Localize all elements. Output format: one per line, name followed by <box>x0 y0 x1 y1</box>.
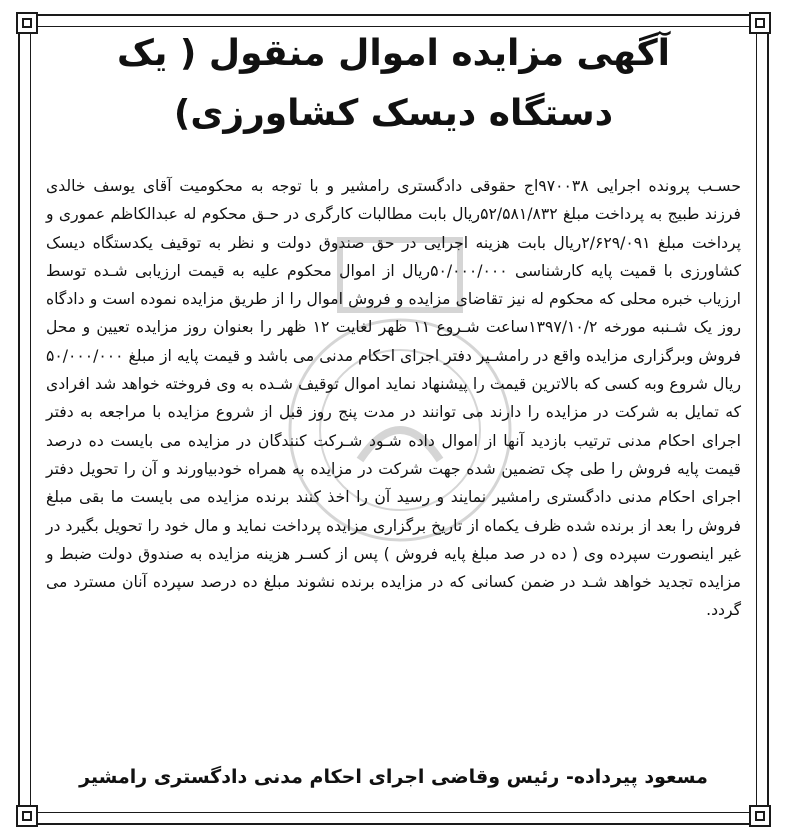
notice-signature: مسعود پیرداده- رئیس وقاضی اجرای احکام مدنی دادگستری رامشیر <box>79 766 708 788</box>
corner-ornament-bottom-right <box>743 799 777 833</box>
notice-body: حسـب پرونده اجرایی ۹۷۰۰۳۸اج حقوقی دادگستری رامشیر و با توجه به محکومیت آقای یوسف خالدی فرزند طبیج به پرداخت مبلغ ۵۲/۵۸۱/۸۳۲ریال بابت مطالبات کارگری در حـق محکوم له عبدالکاظم عموری و پرداخت مبلغ ۲/۶۲۹/۰۹۱ریال بابت هزینه اجرایی در حق صندوق دولت و نظر به توقیف یکدستگاه دیسک کشاورزی با قمیت پایه کارشناسی ۵۰/۰۰۰/۰۰۰ریال از اموال محکوم علیه به قیمت ارزیابی شـده توسط ارزیاب خبره محلی که محکوم له نیز تقاضای مزایده و فروش اموال را از طریق مزایده نموده است و دادگاه روز یک شـنبه مورخه ۱۳۹۷/۱۰/۲ساعت شـروع ۱۱ ظهر لغایت ۱۲ ظهر را بعنوان روز مزایده تعیین و محل فروش وبرگزاری مزایده واقع در رامشـیر دفتر اجرای احکام مدنی می باشد و قیمت پایه از مبلغ ۵۰/۰۰۰/۰۰۰ ریال شروع وبه کسی که بالاترین قیمت را پیشنهاد نماید اموال توقیف شـده به وی فروخته خواهد شد افرادی که تمایل به شرکت در مزایده را دارند می توانند در مدت پنج روز قبل از شروع مزایده با مراجعه به دفتر اجرای احکام مدنی ترتیب بازدید آنها از اموال داده شـود شـرکت کنندگان در مزایده می بایست ده درصد قیمت پایه فروش را طی چک تضمین شده جهت شرکت در مزایده به همراه خودبیاورند و آن را تحویل دفتر اجرای احکام مدنی دادگستری رامشیر نمایند و رسید آن را اخذ کنند برنده مزایده می بایست ما بقی مبلغ فروش را بعد از برنده شده ظرف یکماه از تاریخ برگزاری مزایده پرداخت نماید و مال خود را تحویل بگیرد در غیر اینصورت سپرده وی ( ده در صد مبلغ پایه فروش ) پس از کسـر هزینه مزایده به صندوق دولت ضبط و مزایده تجدید خواهد شـد در ضمن کسانی که در مزایده برنده نشوند مبلغ ده درصد سپرده آنان مسترد می گردد. <box>46 177 742 620</box>
corner-ornament-bottom-left <box>10 799 44 833</box>
corner-ornament-top-left <box>10 6 44 40</box>
notice-title: آگهی مزایده اموال منقول ( یک دستگاه دیسک کشاورزی) <box>116 33 671 134</box>
corner-ornament-top-right <box>743 6 777 40</box>
